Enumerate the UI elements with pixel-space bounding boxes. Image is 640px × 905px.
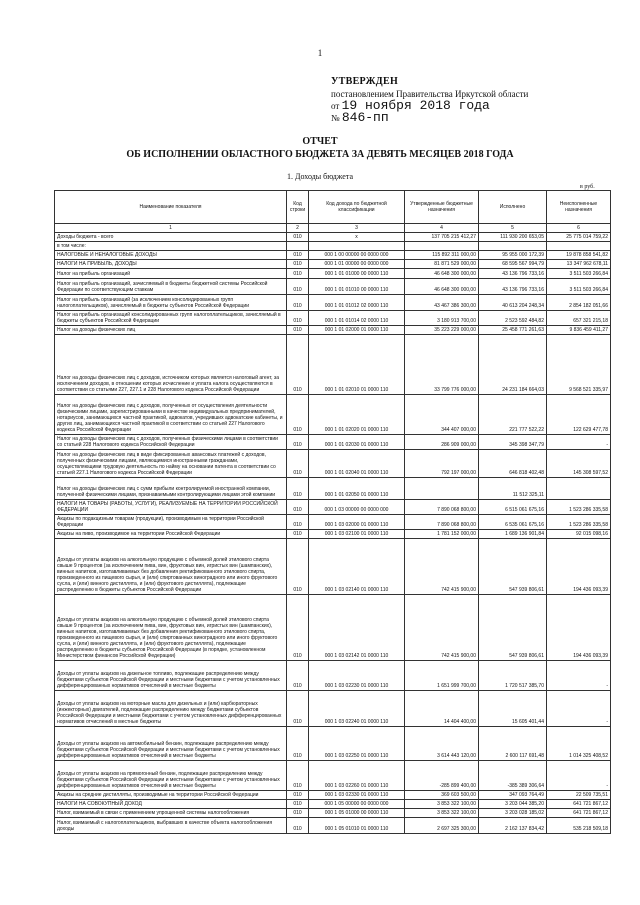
- row-income-code: 000 1 03 02330 01 0000 110: [309, 791, 405, 800]
- row-name: Доходы от уплаты акцизов на прямогонный бензин, подлежащие распределению между бюджетами субъектов Российской Федерации и местными бюджетами с учетом установленных дифференцированных нормативов отчислений в местные бюджеты: [55, 761, 287, 791]
- row-name: Налог на доходы физических лиц в виде фиксированных авансовых платежей с доходов, полученных физическими лицами, являющимися иностранными гражданами, осуществляющими трудовую деятельность по найму на основании патента в соответствии со статьей 227.1 Налогового кодекса Российской Федерации: [55, 450, 287, 478]
- row-income-code: 000 1 01 02040 01 0000 110: [309, 450, 405, 478]
- row-approved: 14 404 400,00: [405, 691, 479, 727]
- table-row: [55, 818, 611, 834]
- row-name: в том числе:: [55, 242, 287, 251]
- row-name: Налог на доходы физических лиц с доходов, полученных физическими лицами в соответствии со статьей 228 Налогового кодекса Российской Федерации: [55, 435, 287, 450]
- row-executed: 547 939 806,61: [479, 539, 547, 595]
- table-row: [55, 279, 611, 295]
- row-line-code: 010: [287, 515, 309, 530]
- row-remaining: 641 721 867,12: [547, 800, 611, 809]
- row-income-code: 000 1 01 02020 01 0000 110: [309, 395, 405, 435]
- row-line-code: 010: [287, 791, 309, 800]
- approval-number-prefix: №: [331, 113, 340, 123]
- row-name: Акцизы на средние дистилляты, производимые на территории Российской Федерации: [55, 791, 287, 800]
- row-executed: 347 093 764,49: [479, 791, 547, 800]
- approval-date: 19 ноября 2018 года: [341, 98, 490, 113]
- table-row: [55, 761, 611, 791]
- row-approved: 742 415 900,00: [405, 595, 479, 661]
- table-row: [55, 691, 611, 727]
- row-remaining: [547, 478, 611, 500]
- approval-heading: УТВЕРЖДЕН: [331, 76, 399, 87]
- row-name: Доходы бюджета - всего: [55, 233, 287, 242]
- page-number: 1: [317, 48, 323, 58]
- row-remaining: -: [547, 691, 611, 727]
- row-executed: 6 515 061 675,16: [479, 500, 547, 515]
- row-approved: [405, 242, 479, 251]
- row-line-code: 010: [287, 761, 309, 791]
- row-name: Доходы от уплаты акцизов на алкогольную продукцию с объемной долей этилового спирта свыше 9 процентов (за исключением пива, вин, фруктовых вин, игристых вин (шампанских), винных напитков, изготавливаемых без добавления ректификованного этилового спирта, произведенного из пищевого сырья, и (или) спиртованных виноградного или иного фруктового сусла, и (или) винного дистиллята, и (или) фруктового дистиллята), подлежащие распределению в бюджеты субъектов Российской Федерации (в порядке, установленном Министерством финансов Российской Федерации): [55, 595, 287, 661]
- row-remaining: 13 347 962 678,11: [547, 260, 611, 269]
- row-income-code: 000 1 03 02230 01 0000 110: [309, 661, 405, 691]
- index-cell: 6: [547, 224, 611, 233]
- row-executed: 2 523 592 484,82: [479, 311, 547, 326]
- row-name: Налог, взимаемый в связи с применением упрощенной системы налогообложения: [55, 809, 287, 818]
- row-executed: 6 535 061 675,16: [479, 515, 547, 530]
- row-remaining: 1 523 286 335,58: [547, 500, 611, 515]
- row-income-code: 000 1 01 02000 01 0000 110: [309, 326, 405, 335]
- row-line-code: 010: [287, 478, 309, 500]
- row-name: НАЛОГИ НА ПРИБЫЛЬ, ДОХОДЫ: [55, 260, 287, 269]
- row-income-code: 000 1 01 00000 00 0000 000: [309, 260, 405, 269]
- row-approved: 3 853 322 100,00: [405, 800, 479, 809]
- header-name: Наименование показателя: [55, 191, 287, 224]
- report-title-line1: ОТЧЕТ: [302, 136, 338, 147]
- table-row: [55, 233, 611, 242]
- table-row: [55, 260, 611, 269]
- table-row: [55, 515, 611, 530]
- row-executed: 24 231 184 664,03: [479, 335, 547, 395]
- row-income-code: 000 1 00 00000 00 0000 000: [309, 251, 405, 260]
- row-income-code: 000 1 03 00000 00 0000 000: [309, 500, 405, 515]
- row-remaining: -: [547, 661, 611, 691]
- row-remaining: 145 308 597,52: [547, 450, 611, 478]
- row-executed: 2 600 117 691,48: [479, 727, 547, 761]
- row-approved: 7 890 068 800,00: [405, 500, 479, 515]
- table-row: [55, 435, 611, 450]
- index-cell: 4: [405, 224, 479, 233]
- index-cell: 2: [287, 224, 309, 233]
- table-row: [55, 242, 611, 251]
- income-table: [54, 190, 611, 834]
- approval-block: [331, 76, 631, 124]
- row-income-code: 000 1 03 02250 01 0000 110: [309, 727, 405, 761]
- row-remaining: 1 523 286 335,58: [547, 515, 611, 530]
- row-income-code: 000 1 01 02050 01 0000 110: [309, 478, 405, 500]
- row-income-code: [309, 242, 405, 251]
- table-row: [55, 595, 611, 661]
- row-remaining: 194 436 093,39: [547, 595, 611, 661]
- table-row: [55, 450, 611, 478]
- row-name: Налог на прибыль организаций (за исключением консолидированных групп налогоплательщиков), зачисляемый в бюджеты субъектов Российской Федерации: [55, 295, 287, 311]
- row-approved: 46 648 300 000,00: [405, 269, 479, 279]
- row-approved: 3 853 322 100,00: [405, 809, 479, 818]
- row-remaining: 641 721 867,12: [547, 809, 611, 818]
- row-income-code: 000 1 03 02142 01 0000 110: [309, 595, 405, 661]
- row-approved: 137 705 215 412,27: [405, 233, 479, 242]
- row-executed: 43 136 796 733,16: [479, 279, 547, 295]
- row-remaining: 1 014 325 408,52: [547, 727, 611, 761]
- row-name: Акцизы по подакцизным товарам (продукции), производимым на территории Российской Федерации: [55, 515, 287, 530]
- row-income-code: 000 1 01 01000 00 0000 110: [309, 269, 405, 279]
- row-income-code: 000 1 01 01012 02 0000 110: [309, 295, 405, 311]
- row-income-code: 000 1 03 02260 01 0000 110: [309, 761, 405, 791]
- row-executed: 25 458 771 261,63: [479, 326, 547, 335]
- row-line-code: 010: [287, 818, 309, 834]
- table-header-row: [55, 191, 611, 224]
- row-approved: 1 781 152 000,00: [405, 530, 479, 539]
- table-row: [55, 395, 611, 435]
- row-name: Налог на прибыль организаций, зачисляемый в бюджеты бюджетной системы Российской Федерации по соответствующим ставкам: [55, 279, 287, 295]
- row-name: Налог на доходы физических лиц с доходов, полученных от осуществления деятельности физическими лицами, зарегистрированными в качестве индивидуальных предпринимателей, нотариусов, занимающихся частной практикой, адвокатов, учредивших адвокатские кабинеты, и других лиц, занимающихся частной практикой в соответствии со статьей 227 Налогового кодекса Российской Федерации: [55, 395, 287, 435]
- row-name: Налог на прибыль организаций консолидированных групп налогоплательщиков, зачисляемый в бюджеты субъектов Российской Федерации: [55, 311, 287, 326]
- row-approved: 43 467 386 300,00: [405, 295, 479, 311]
- row-executed: 3 203 044 385,20: [479, 800, 547, 809]
- row-executed: 43 136 796 733,16: [479, 269, 547, 279]
- row-approved: 369 603 500,00: [405, 791, 479, 800]
- row-executed: 2 162 137 834,42: [479, 818, 547, 834]
- row-remaining: 9 568 521 335,97: [547, 335, 611, 395]
- row-income-code: 000 1 05 00000 00 0000 000: [309, 800, 405, 809]
- row-income-code: 000 1 01 02010 01 0000 110: [309, 335, 405, 395]
- row-line-code: 010: [287, 661, 309, 691]
- row-income-code: 000 1 03 02100 01 0000 110: [309, 530, 405, 539]
- row-name: Доходы от уплаты акцизов на автомобильный бензин, подлежащие распределению между бюджетами субъектов Российской Федерации и местными бюджетами с учетом установленных дифференцированных нормативов отчислений в местные бюджеты: [55, 727, 287, 761]
- row-approved: 742 415 900,00: [405, 539, 479, 595]
- row-line-code: 010: [287, 800, 309, 809]
- header-income-code: Код дохода по бюджетной классификации: [309, 191, 405, 224]
- header-line-code: Код строки: [287, 191, 309, 224]
- table-row: [55, 335, 611, 395]
- row-approved: 7 890 068 800,00: [405, 515, 479, 530]
- approval-date-prefix: от: [331, 101, 340, 111]
- section-title: 1. Доходы бюджета: [287, 172, 353, 181]
- row-remaining: 3 511 503 266,84: [547, 279, 611, 295]
- row-line-code: 010: [287, 435, 309, 450]
- row-approved: 2 697 325 300,00: [405, 818, 479, 834]
- unit-label: в руб.: [580, 184, 595, 190]
- table-row: [55, 478, 611, 500]
- row-remaining: 9 836 459 411,27: [547, 326, 611, 335]
- row-remaining: 19 878 858 541,82: [547, 251, 611, 260]
- table-row: [55, 530, 611, 539]
- row-remaining: 2 854 182 051,66: [547, 295, 611, 311]
- row-line-code: 010: [287, 335, 309, 395]
- row-line-code: 010: [287, 530, 309, 539]
- row-line-code: 010: [287, 395, 309, 435]
- table-row: [55, 269, 611, 279]
- row-income-code: 000 1 01 01014 02 0000 110: [309, 311, 405, 326]
- row-line-code: 010: [287, 251, 309, 260]
- row-income-code: 000 1 03 02140 01 0000 110: [309, 539, 405, 595]
- row-income-code: 000 1 01 02030 01 0000 110: [309, 435, 405, 450]
- header-approved: Утвержденные бюджетные назначения: [405, 191, 479, 224]
- row-remaining: -: [547, 435, 611, 450]
- row-approved: 3 180 913 700,00: [405, 311, 479, 326]
- table-row: [55, 661, 611, 691]
- index-cell: 3: [309, 224, 405, 233]
- table-row: [55, 251, 611, 260]
- row-approved: [405, 478, 479, 500]
- row-name: Налог на доходы физических лиц с сумм прибыли контролируемой иностранной компании, полученной физическими лицами, признаваемыми контролирующими лицами этой компании: [55, 478, 287, 500]
- row-line-code: 010: [287, 595, 309, 661]
- table-row: [55, 311, 611, 326]
- row-approved: 35 223 229 000,00: [405, 326, 479, 335]
- row-line-code: 010: [287, 539, 309, 595]
- table-row: [55, 295, 611, 311]
- row-income-code: x: [309, 233, 405, 242]
- row-approved: 33 799 776 000,00: [405, 335, 479, 395]
- report-title-line2: ОБ ИСПОЛНЕНИИ ОБЛАСТНОГО БЮДЖЕТА ЗА ДЕВЯТЬ МЕСЯЦЕВ 2018 ГОДА: [126, 149, 514, 160]
- row-line-code: 010: [287, 809, 309, 818]
- row-line-code: [287, 242, 309, 251]
- row-executed: 1 720 517 385,70: [479, 661, 547, 691]
- header-remaining: Неисполненные назначения: [547, 191, 611, 224]
- row-approved: 115 892 311 000,00: [405, 251, 479, 260]
- row-remaining: 657 321 215,18: [547, 311, 611, 326]
- row-executed: 345 398 347,79: [479, 435, 547, 450]
- row-approved: 81 871 529 000,00: [405, 260, 479, 269]
- row-name: Доходы от уплаты акцизов на дизельное топливо, подлежащие распределению между бюджетами субъектов Российской Федерации и местными бюджетами с учетом установленных дифференцированных нормативов отчислений в местные бюджеты: [55, 661, 287, 691]
- row-remaining: 92 015 098,16: [547, 530, 611, 539]
- row-executed: 95 955 000 172,39: [479, 251, 547, 260]
- row-line-code: 010: [287, 269, 309, 279]
- row-remaining: 535 218 509,18: [547, 818, 611, 834]
- row-remaining: 122 629 477,78: [547, 395, 611, 435]
- row-name: Доходы от уплаты акцизов на моторные масла для дизельных и (или) карбюраторных (инжекторных) двигателей, подлежащие распределению между бюджетами субъектов Российской Федерации и местными бюджетами с учетом установленных дифференцированных нормативов отчислений в местные бюджеты: [55, 691, 287, 727]
- row-line-code: 010: [287, 691, 309, 727]
- index-cell: 1: [55, 224, 287, 233]
- table-row: [55, 539, 611, 595]
- row-remaining: 22 509 735,51: [547, 791, 611, 800]
- row-line-code: 010: [287, 311, 309, 326]
- table-row: [55, 500, 611, 515]
- row-name: Налог на доходы физических лиц с доходов, источником которых является налоговый агент, за исключением доходов, в отношении которых исчисление и уплата налога осуществляются в соответствии со статьями 227, 227.1 и 228 Налогового кодекса Российской Федерации: [55, 335, 287, 395]
- table-row: [55, 727, 611, 761]
- row-name: НАЛОГИ НА СОВОКУПНЫЙ ДОХОД: [55, 800, 287, 809]
- row-approved: 792 197 000,00: [405, 450, 479, 478]
- row-line-code: 010: [287, 500, 309, 515]
- report-title: [0, 135, 640, 161]
- row-executed: 68 595 567 994,79: [479, 260, 547, 269]
- row-executed: 40 613 204 248,34: [479, 295, 547, 311]
- row-name: Налог, взимаемый с налогоплательщиков, выбравших в качестве объекта налогообложения доходы: [55, 818, 287, 834]
- row-income-code: 000 1 03 02240 01 0000 110: [309, 691, 405, 727]
- row-income-code: 000 1 05 01000 00 0000 110: [309, 809, 405, 818]
- row-approved: 3 614 443 120,00: [405, 727, 479, 761]
- approval-number-line: [331, 112, 631, 124]
- row-line-code: 010: [287, 295, 309, 311]
- row-remaining: 25 775 014 759,22: [547, 233, 611, 242]
- row-remaining: 194 436 093,39: [547, 539, 611, 595]
- row-line-code: 010: [287, 727, 309, 761]
- row-line-code: 010: [287, 326, 309, 335]
- row-remaining: [547, 242, 611, 251]
- row-line-code: 010: [287, 279, 309, 295]
- row-executed: 15 605 401,44: [479, 691, 547, 727]
- row-income-code: 000 1 03 02000 01 0000 110: [309, 515, 405, 530]
- row-approved: 344 407 000,00: [405, 395, 479, 435]
- row-executed: 547 939 806,61: [479, 595, 547, 661]
- row-remaining: -: [547, 761, 611, 791]
- row-name: НАЛОГОВЫЕ И НЕНАЛОГОВЫЕ ДОХОДЫ: [55, 251, 287, 260]
- row-executed: 11 512 325,11: [479, 478, 547, 500]
- row-executed: [479, 242, 547, 251]
- row-approved: 1 651 999 700,00: [405, 661, 479, 691]
- row-remaining: 3 511 503 266,84: [547, 269, 611, 279]
- row-name: Налог на доходы физических лиц: [55, 326, 287, 335]
- row-executed: 646 818 402,48: [479, 450, 547, 478]
- index-cell: 5: [479, 224, 547, 233]
- table-row: [55, 791, 611, 800]
- table-row: [55, 809, 611, 818]
- row-line-code: 010: [287, 233, 309, 242]
- row-income-code: 000 1 05 01010 01 0000 110: [309, 818, 405, 834]
- table-row: [55, 326, 611, 335]
- row-approved: 286 909 000,00: [405, 435, 479, 450]
- row-approved: -285 899 400,00: [405, 761, 479, 791]
- row-executed: -385 389 306,64: [479, 761, 547, 791]
- row-name: НАЛОГИ НА ТОВАРЫ (РАБОТЫ, УСЛУГИ), РЕАЛИЗУЕМЫЕ НА ТЕРРИТОРИИ РОССИЙСКОЙ ФЕДЕРАЦИИ: [55, 500, 287, 515]
- header-executed: Исполнено: [479, 191, 547, 224]
- row-executed: 3 203 028 185,02: [479, 809, 547, 818]
- row-executed: 111 930 200 653,05: [479, 233, 547, 242]
- row-income-code: 000 1 01 01010 00 0000 110: [309, 279, 405, 295]
- row-executed: 221 777 522,22: [479, 395, 547, 435]
- row-approved: 46 648 300 000,00: [405, 279, 479, 295]
- row-name: Налог на прибыль организаций: [55, 269, 287, 279]
- approval-number: 846-пп: [341, 110, 389, 125]
- row-line-code: 010: [287, 450, 309, 478]
- row-name: Доходы от уплаты акцизов на алкогольную продукцию с объемной долей этилового спирта свыше 9 процентов (за исключением пива, вин, фруктовых вин, игристых вин (шампанских), винных напитков, изготавливаемых без добавления ректификованного этилового спирта, произведенного из пищевого сырья, и (или) спиртованных виноградного или иного фруктового сусла, и (или) винного дистиллята, и (или) фруктового дистиллята), подлежащие распределению в бюджеты субъектов Российской Федерации: [55, 539, 287, 595]
- approval-decree: постановлением Правительства Иркутской области: [331, 89, 529, 99]
- row-name: Акцизы на пиво, производимое на территории Российской Федерации: [55, 530, 287, 539]
- row-line-code: 010: [287, 260, 309, 269]
- table-row: [55, 800, 611, 809]
- table-index-row: [55, 224, 611, 233]
- row-executed: 1 689 136 901,84: [479, 530, 547, 539]
